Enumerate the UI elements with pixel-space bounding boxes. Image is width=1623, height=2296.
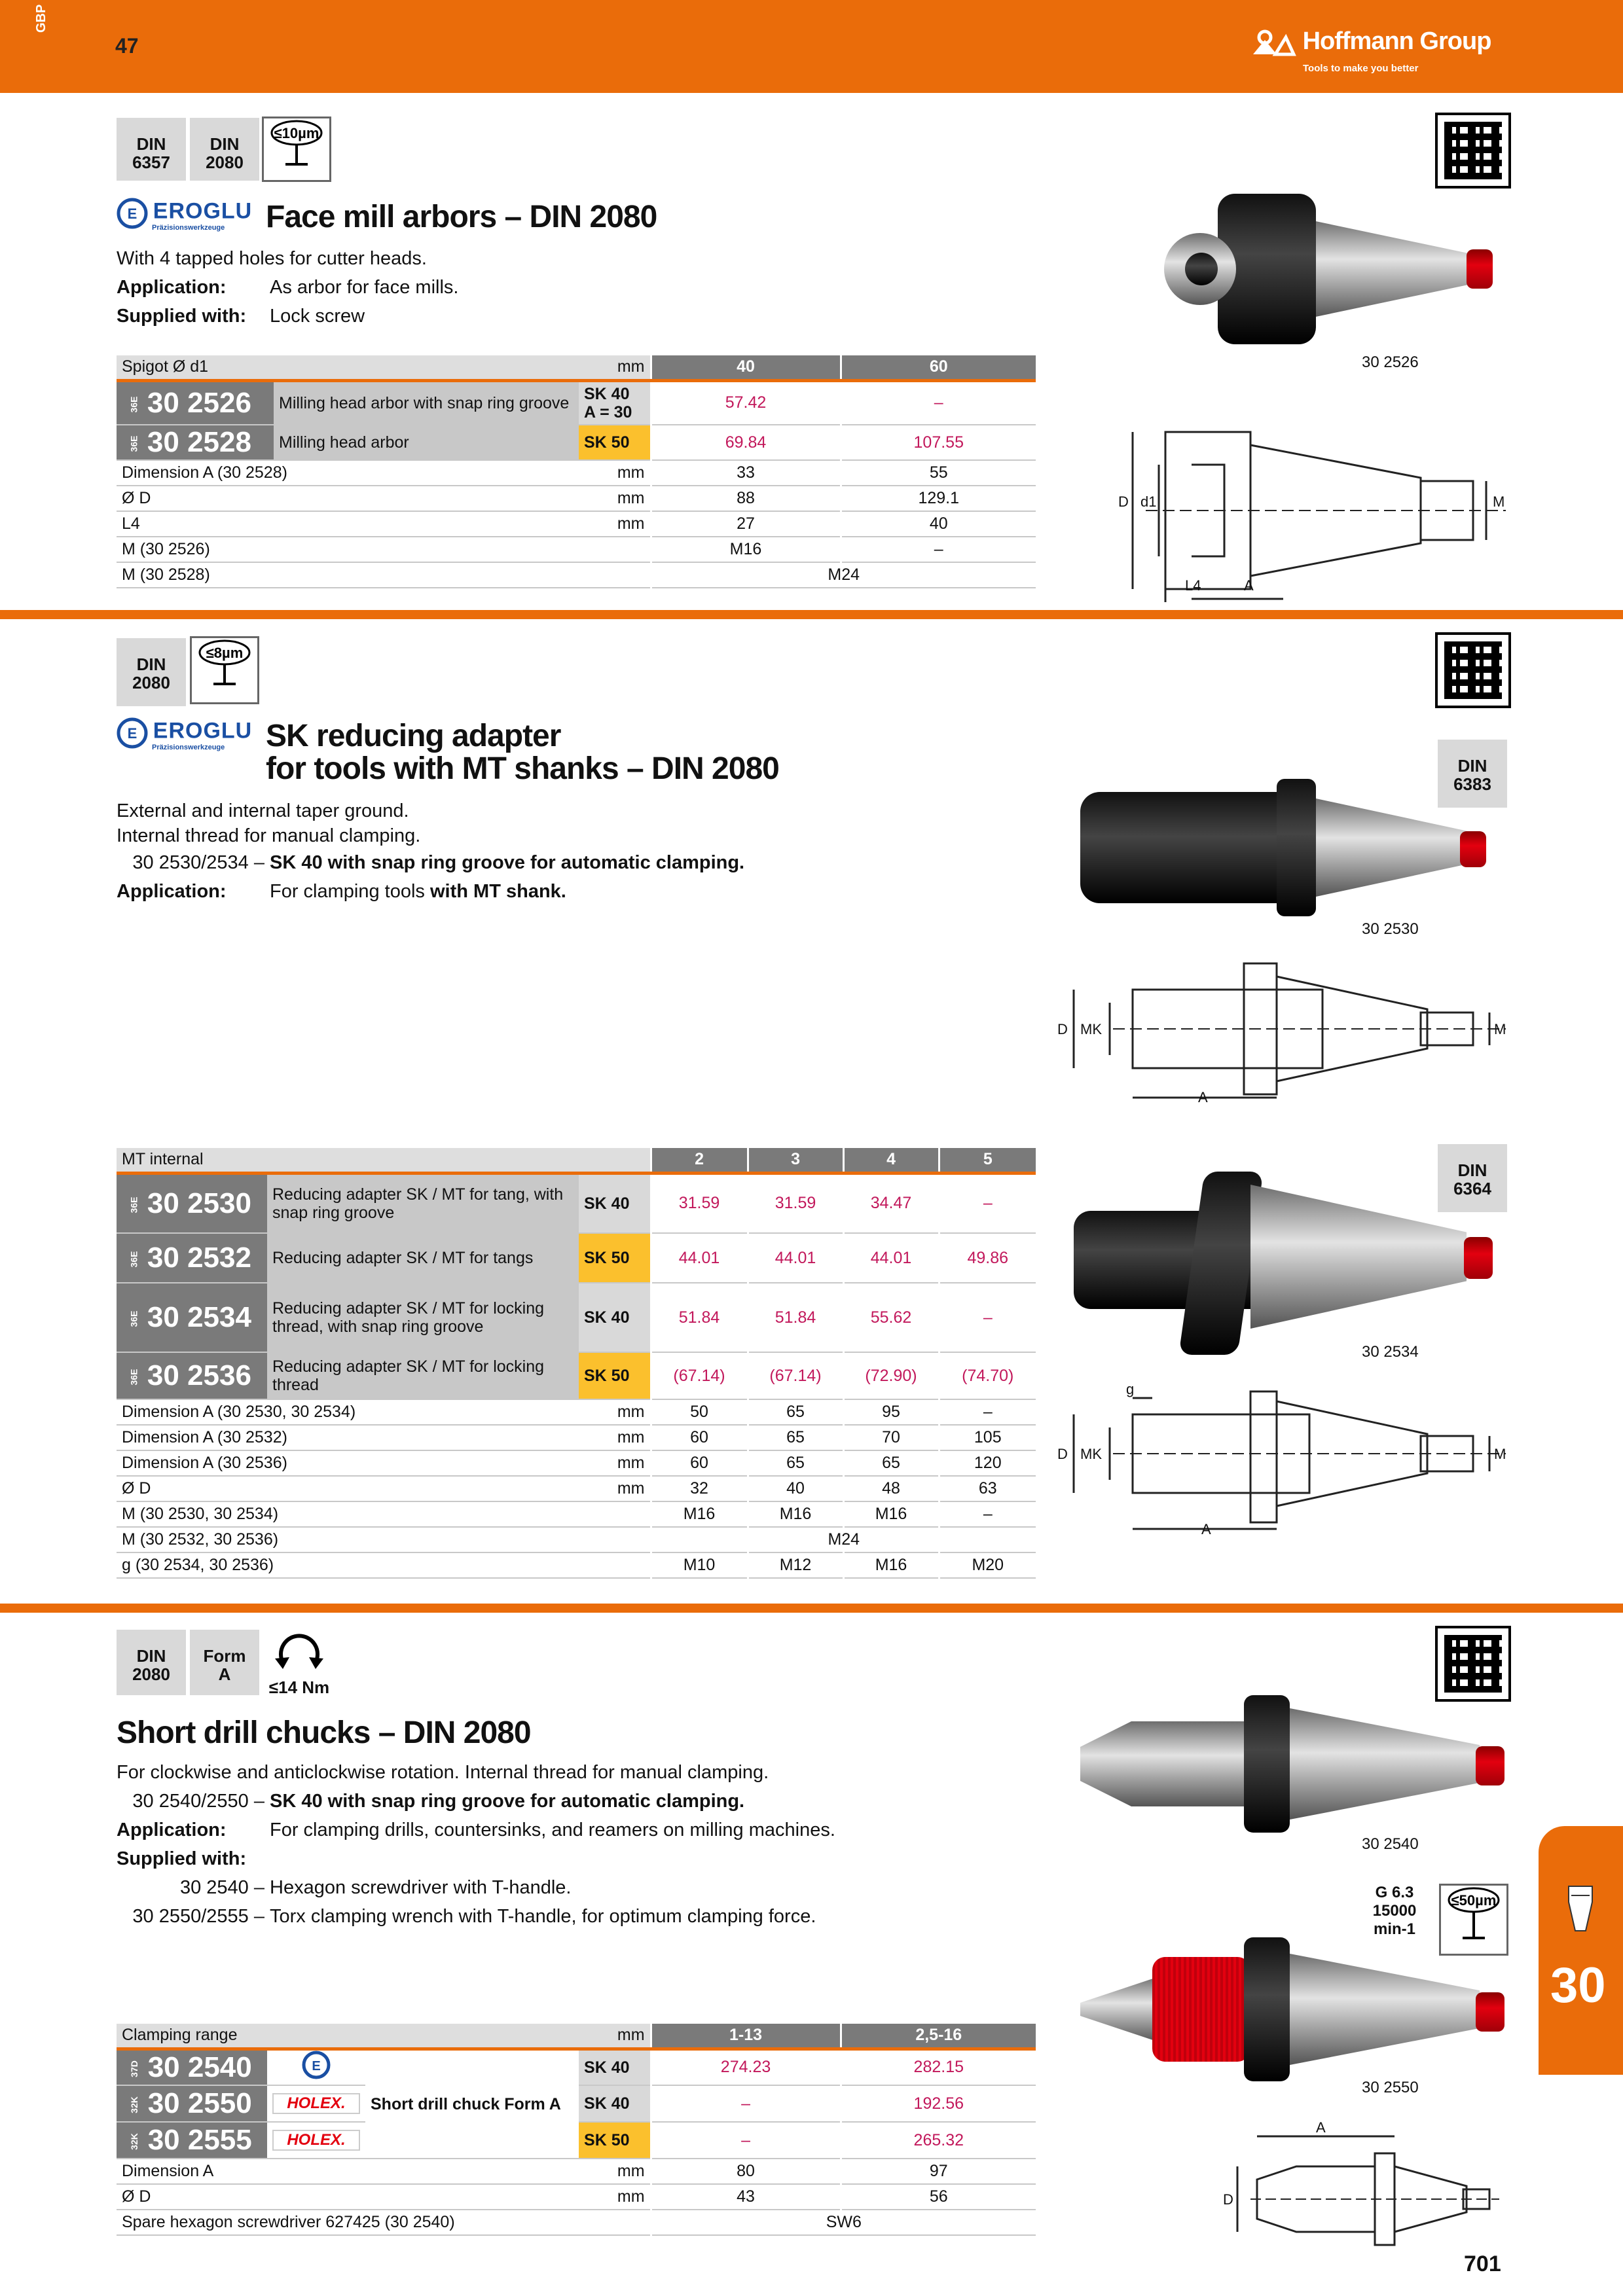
table-row: 36E 30 2528 Milling head arbor SK 50 69.84 107.55 [117, 425, 1036, 460]
qr-code[interactable] [1438, 635, 1508, 706]
svg-text:A: A [1316, 2121, 1326, 2136]
table-face-mill-arbors [117, 355, 1036, 588]
table-row: Spare hexagon screwdriver 627425 (30 2540) SW6 [117, 2210, 1036, 2235]
section-tab-30[interactable]: 30 [1539, 1826, 1623, 2075]
image-caption-302550: 30 2550 [1362, 2079, 1419, 2096]
article-number-302540[interactable]: 37D 30 2540 [117, 2049, 267, 2085]
balance-grade: G 6.3 15000 min-1 [1372, 1884, 1417, 1938]
logo-tagline: Tools to make you better [1303, 63, 1419, 74]
section3-title: Short drill chucks – DIN 2080 [117, 1715, 531, 1750]
table-row: Dimension A mm 80 97 [117, 2159, 1036, 2184]
din-badge-6383: DIN 6383 [1438, 740, 1507, 808]
table-row: L4 mm 27 40 [117, 511, 1036, 537]
page-number: 701 [1464, 2251, 1501, 2276]
table-row: Dimension A (30 2530, 30 2534) mm 50 65 95 – [117, 1399, 1036, 1425]
rotation-icon: ≤14 Nm [263, 1630, 335, 1700]
table-row: M (30 2530, 30 2534) M16 M16 M16 – [117, 1501, 1036, 1527]
article-number-302555[interactable]: 32K 30 2555 [117, 2122, 267, 2159]
din-badge-6357: DIN 6357 [117, 118, 186, 181]
svg-text:MK: MK [1080, 1446, 1102, 1462]
brand-logo-eroglu [267, 2049, 365, 2085]
technical-drawing-4 [1218, 2121, 1506, 2251]
svg-text:d1: d1 [1140, 493, 1157, 510]
product-image-302550 [1080, 1937, 1512, 2081]
product-image-302530 [1080, 779, 1506, 916]
technical-drawing-2 [1054, 957, 1512, 1114]
side-tag: GBP [34, 4, 48, 33]
table-row: 36E 30 2532 Reducing adapter SK / MT for tangs SK 50 44.01 44.01 44.01 49.86 [117, 1233, 1036, 1283]
article-number-302530[interactable]: 36E 30 2530 [117, 1173, 267, 1233]
svg-text:≤8µm: ≤8µm [206, 645, 244, 661]
svg-text:MK: MK [1080, 1021, 1102, 1037]
image-caption-302530: 30 2530 [1362, 920, 1419, 938]
din-badge-2080: DIN 2080 [190, 118, 259, 181]
brand-logo-eroglu: E EROGLU Präzisionswerkzeuge [117, 717, 252, 751]
article-number-302534[interactable]: 36E 30 2534 [117, 1283, 267, 1352]
brand-logo-holex: HOLEX. [267, 2122, 365, 2159]
eroglu-icon [117, 717, 148, 749]
svg-text:D: D [1057, 1021, 1068, 1037]
top-page-number: 47 [115, 34, 139, 58]
section1-title: Face mill arbors – DIN 2080 [266, 200, 657, 234]
table-row: 36E 30 2536 Reducing adapter SK / MT for locking thread SK 50 (67.14) (67.14) (72.90) (74.70) [117, 1352, 1036, 1399]
section-divider [0, 1604, 1623, 1613]
section1-description: With 4 tapped holes for cutter heads. Application: As arbor for face mills. Supplied with: Lock screw [117, 248, 459, 327]
din-badge-6364: DIN 6364 [1438, 1144, 1507, 1212]
article-number-302528[interactable]: 36E 30 2528 [117, 425, 274, 460]
table-row: 36E 30 2526 Milling head arbor with snap ring groove SK 40 A = 30 57.42 – [117, 380, 1036, 425]
brand-logo-holex: HOLEX. [267, 2085, 365, 2122]
section-divider [0, 610, 1623, 619]
technical-drawing-3 [1054, 1378, 1512, 1542]
table-row: Dimension A (30 2532) mm 60 65 70 105 [117, 1425, 1036, 1450]
svg-text:E: E [312, 2059, 321, 2074]
svg-text:E: E [127, 206, 137, 222]
table-row: 32K 30 2555 HOLEX. SK 50 – 265.32 [117, 2122, 1036, 2159]
svg-text:A: A [1201, 1521, 1211, 1537]
section2-description: External and internal taper ground. Internal thread for manual clamping. 30 2530/2534 – SK 40 with snap ring groove for automatic clamping. Application: For clamping tools with MT shank. [117, 800, 745, 902]
product-image-302526 [1159, 187, 1525, 351]
product-image-302540 [1080, 1695, 1512, 1833]
technical-drawing-1 [1113, 419, 1519, 602]
eroglu-icon [117, 198, 148, 229]
form-a-badge: Form A [190, 1630, 259, 1695]
table-row: Dimension A (30 2528) mm 33 55 [117, 460, 1036, 486]
table-row: Ø D mm 88 129.1 [117, 486, 1036, 511]
image-caption-302540: 30 2540 [1362, 1835, 1419, 1853]
svg-text:g: g [1126, 1381, 1135, 1397]
qr-code[interactable] [1438, 115, 1508, 186]
accuracy-icon [190, 636, 259, 704]
table-row: M (30 2526) M16 – [117, 537, 1036, 562]
table-row: Ø D mm 43 56 [117, 2184, 1036, 2210]
image-caption-302534: 30 2534 [1362, 1343, 1419, 1361]
svg-text:A: A [1244, 577, 1254, 594]
accuracy-icon [262, 117, 331, 182]
qr-code[interactable] [1438, 1628, 1508, 1699]
article-number-302526[interactable]: 36E 30 2526 [117, 380, 274, 425]
din-badge-2080: DIN 2080 [117, 1630, 186, 1695]
svg-text:≤10µm: ≤10µm [274, 125, 319, 141]
svg-text:A: A [1198, 1089, 1208, 1105]
logo-icon [1250, 28, 1296, 57]
company-logo: Hoffmann Group [1250, 27, 1491, 57]
brand-logo-eroglu: E EROGLU Präzisionswerkzeuge [117, 198, 252, 232]
section3-description: For clockwise and anticlockwise rotation. Internal thread for manual clamping. 30 2540/2550 – SK 40 with snap ring groove for automatic clamping. Application: For clamping drills, countersinks, and reamers on milling machines. Supplied with: 30 2540 – Hexagon screwdriver with T-handle. 30 2550/2555 – Torx clamping wrench with T-handle, for optimum clamping force. [117, 1762, 835, 1927]
table-row: g (30 2534, 30 2536) M10 M12 M16 M20 [117, 1552, 1036, 1578]
table-row: Ø D mm 32 40 48 63 [117, 1476, 1036, 1501]
table-row: 36E 30 2530 Reducing adapter SK / MT for tang, with snap ring groove SK 40 31.59 31.59 34.47 – [117, 1173, 1036, 1233]
svg-text:D: D [1057, 1446, 1068, 1462]
svg-text:L4: L4 [1185, 577, 1201, 594]
svg-text:D: D [1223, 2191, 1233, 2208]
table-header-row: Clamping range mm 1-13 2,5-16 [117, 2024, 1036, 2049]
svg-text:E: E [127, 725, 137, 742]
table-row: Dimension A (30 2536) mm 60 65 65 120 [117, 1450, 1036, 1476]
article-number-302536[interactable]: 36E 30 2536 [117, 1352, 267, 1399]
section2-title: SK reducing adapter for tools with MT shanks – DIN 2080 [266, 719, 779, 786]
table-row: M (30 2528) M24 [117, 562, 1036, 588]
tool-holder-icon [1562, 1882, 1599, 1935]
table-row: 36E 30 2534 Reducing adapter SK / MT for locking thread, with snap ring groove SK 40 51.84 51.84 55.62 – [117, 1283, 1036, 1352]
article-number-302550[interactable]: 32K 30 2550 [117, 2085, 267, 2122]
table-row: 37D 30 2540 E Short drill chuck Form A SK 40 274.23 282.15 [117, 2049, 1036, 2085]
svg-text:M: M [1494, 1021, 1506, 1037]
table-row: 32K 30 2550 HOLEX. SK 40 – 192.56 [117, 2085, 1036, 2122]
table-row: M (30 2532, 30 2536) M24 [117, 1527, 1036, 1552]
table-header-row: MT internal 2 3 4 5 [117, 1148, 1036, 1173]
din-badge-2080: DIN 2080 [117, 638, 186, 706]
table-header-row: Spigot Ø d1 mm 40 60 [117, 355, 1036, 380]
image-caption-302526: 30 2526 [1362, 353, 1419, 371]
table-short-drill-chucks [117, 2024, 1036, 2236]
svg-text:M: M [1494, 1446, 1506, 1462]
svg-text:≤50µm: ≤50µm [1451, 1892, 1497, 1909]
svg-text:D: D [1118, 493, 1129, 510]
svg-text:M: M [1493, 493, 1505, 510]
product-image-302534 [1074, 1172, 1506, 1355]
article-number-302532[interactable]: 36E 30 2532 [117, 1233, 267, 1283]
table-reducing-adapters [117, 1148, 1036, 1579]
